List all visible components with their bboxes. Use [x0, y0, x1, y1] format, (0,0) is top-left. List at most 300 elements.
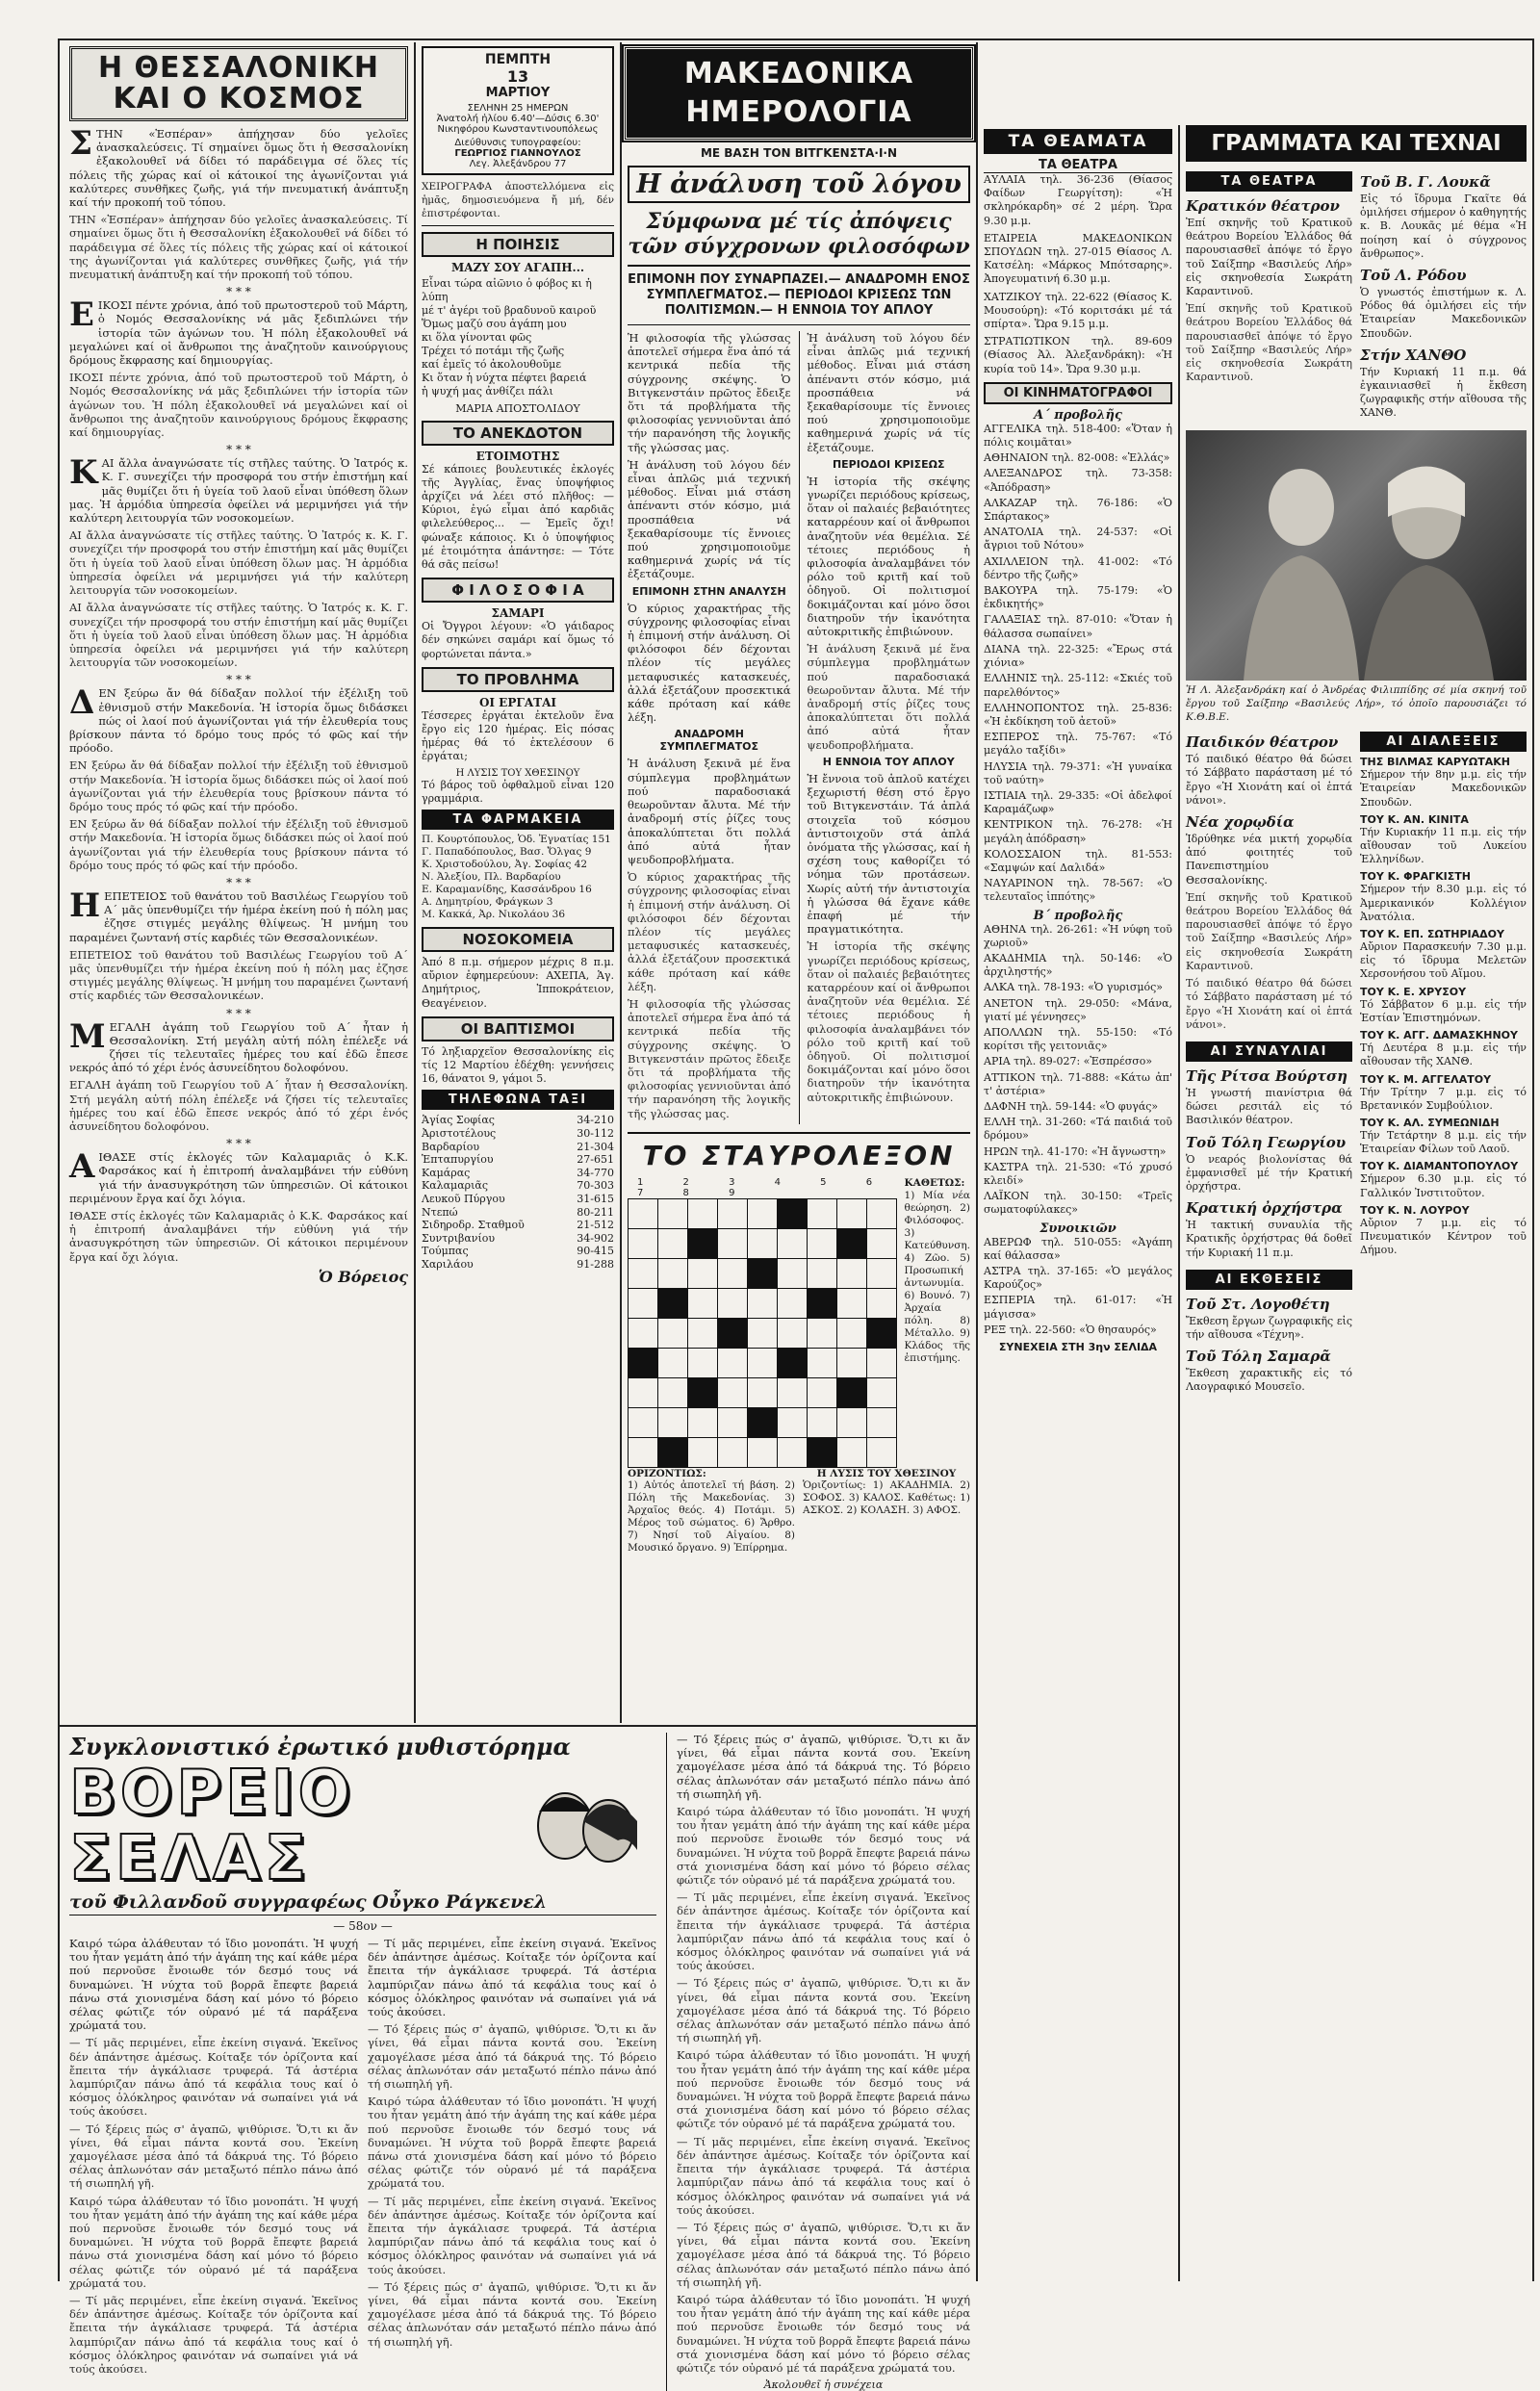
- lecture-text: Σήμερον τήν 8.30 μ.μ. εἰς τό Ἀμερικανικόν Κολλέγιον Ἀνατόλια.: [1360, 883, 1527, 923]
- phone-number: 31-615: [577, 1193, 614, 1206]
- crossword-block-cell: [777, 1348, 807, 1377]
- crossword-cell: [747, 1198, 777, 1228]
- crossword-block-cell: [866, 1318, 896, 1348]
- phone-row: [422, 1127, 614, 1141]
- crossword-row: [629, 1258, 897, 1288]
- crossword-cell: [777, 1288, 807, 1318]
- novel-text: — Τί μᾶς περιμένει, εἶπε ἐκείνη σιγανά. Ἐκεῖνος δέν ἀπάντησε ἀμέσως. Κοίταξε τόν ὁρίζοντα καί ἔπειτα τήν ἀγκάλιασε τρυφερά. Τά ἀστέρια λαμπύριζαν πάνω ἀπό τά κεφάλια τους καί ὁ κόσμος ὁλόκληρος φαινόταν νά σωπαίνει γιά νά τούς ἀκούσει.: [368, 1937, 656, 2019]
- crossword-cell: [836, 1288, 866, 1318]
- phone-row: [422, 1206, 614, 1220]
- deck: ΕΠΙΜΟΝΗ ΠΟΥ ΣΥΝΑΡΠΑΖΕΙ.— ΑΝΑΔΡΟΜΗ ΕΝΟΣ ΣΥΜΠΛΕΓΜΑΤΟΣ.— ΠΕΡΙΟΔΟΙ ΚΡΙΣΕΩΣ ΤΩΝ ΠΟΛΙΤΙΣΜΩΝ.— Η ΕΝΝΟΙΑ ΤΟΥ ΑΠΛΟΥ: [628, 267, 970, 325]
- separator: * * *: [226, 875, 251, 889]
- cinema-list-b: [984, 923, 1172, 1218]
- pharmacy-list: [422, 834, 614, 921]
- phone-name: Τούμπας: [422, 1245, 469, 1258]
- right-border: [1532, 39, 1534, 2281]
- novel-text: — Τί μᾶς περιμένει, εἶπε ἐκείνη σιγανά. Ἐκεῖνος δέν ἀπάντησε ἀμέσως. Κοίταξε τόν ὁρίζοντα καί ἔπειτα τήν ἀγκάλιασε τρυφερά. Τά ἀστέρια λαμπύριζαν πάνω ἀπό τά κεφάλια τους καί ὁ κόσμος ὁλόκληρος φαινόταν νά σωπαίνει γιά νά τούς ἀκούσει.: [69, 2036, 358, 2119]
- crossword-cell: [866, 1437, 896, 1467]
- section-problem: ΤΟ ΠΡΟΒΛΗΜΑ: [422, 667, 614, 692]
- separator: * * *: [226, 1006, 251, 1020]
- lecture-text: Αὔριον Παρασκευήν 7.30 μ.μ. εἰς τό ἴδρυμα Μελετῶν Χερσονήσου τοῦ Αἵμου.: [1360, 940, 1527, 981]
- cinema-item: ΗΛΥΣΙΑ τηλ. 79-371: «Ἡ γυναίκα τοῦ ναύτη»: [984, 759, 1172, 786]
- left-border: [58, 39, 60, 2281]
- crossword-cell: [717, 1407, 747, 1437]
- cinema-item: ΑΓΓΕΛΙΚΑ τηλ. 518-400: «Ὅταν ἡ πόλις κοιμᾶται»: [984, 422, 1172, 450]
- separator: * * *: [226, 1137, 251, 1151]
- across-clues: 1) Αὐτός ἀποτελεῖ τή βάση. 2) Πόλη τῆς Μακεδονίας. 3) Ἀρχαῖος θεός. 4) Ποτάμι. 5) Μέρος τοῦ σώματος. 6) Ἄρθρο. 7) Νησί τοῦ Αἰγαίου. 8) Μουσικό ὄργανο. 9) Ἐπίρρημα.: [628, 1478, 795, 1554]
- feature-subhead: ΠΕΡΙΟΔΟΙ ΚΡΙΣΕΩΣ: [832, 457, 945, 471]
- lecture-item: [1360, 1204, 1527, 1258]
- cinema-item: ΔΑΦΝΗ τηλ. 59-144: «Ὁ φυγάς»: [984, 1099, 1159, 1113]
- crossword-cell: [777, 1258, 807, 1288]
- lecture-item: [1360, 1160, 1527, 1199]
- novel-text: — Τό ξέρεις πώς σ' ἀγαπῶ, ψιθύρισε. Ὅ,τι κι ἄν γίνει, θά εἶμαι πάντα κοντά σου. Ἐκείνη χαμογέλασε μέσα ἀπό τά δάκρυά της. Τό βόρειο σέλας ἀπλωνόταν σάν μεταξωτό πέπλο πάνω ἀπό τή σιωπηλή γῆ.: [69, 2121, 358, 2191]
- crossword-cell: [687, 1318, 717, 1348]
- phone-row: [422, 1258, 614, 1272]
- novel-kicker: Συγκλονιστικό ἐρωτικό μυθιστόρημα: [69, 1733, 572, 1761]
- phone-name: Συντριβανίου: [422, 1231, 496, 1245]
- poem-line: Κι ὅταν ἡ νύχτα πέφτει βαρειά: [422, 371, 587, 384]
- crossword-numbers: 1 2 3 4 5 6 7 8 9: [637, 1176, 891, 1198]
- novel-left-cols: [69, 1937, 656, 2379]
- crossword-cell: [717, 1437, 747, 1467]
- problem-title: ΟΙ ΕΡΓΑΤΑΙ: [478, 695, 557, 709]
- feature-text: Ἡ ἀνάλυση ξεκινᾶ μέ ἕνα σύμπλεγμα προβλημάτων πού παραδοσιακά θεωροῦνταν ἄλυτα. Μέ τήν ἀναδρομή στίς ῥίζες τους ἀποκαλύπτεται ὅτι πολλά ἀπό αὐτά ἦταν ψευδοπροβλήματα.: [807, 642, 970, 752]
- crossword-cell: [807, 1377, 836, 1407]
- cinema-item: ΑΝΑΤΟΛΙΑ τηλ. 24-537: «Οἱ ἄγριοι τοῦ Νότου»: [984, 526, 1172, 553]
- cinema-item: ΙΣΤΙΑΙΑ τηλ. 29-335: «Οἱ ἀδελφοί Καραμάζωφ»: [984, 788, 1172, 816]
- crossword-body: [628, 1177, 970, 1468]
- poem-line: Ὅμως μαζύ σου ἀγάπη μου: [422, 317, 567, 330]
- phone-number: 21-512: [577, 1219, 614, 1232]
- lecture-head: ΤΟΥ Κ. ΑΝ. ΚΙΝΙΤΑ: [1360, 812, 1469, 826]
- crossword-cell: [717, 1258, 747, 1288]
- first-run-head: Α΄ προβολῆς: [1034, 407, 1122, 423]
- article: [69, 124, 408, 282]
- novel-title-row: [69, 1758, 656, 1894]
- across-block: [628, 1468, 795, 1558]
- lecture-item: [1360, 1073, 1527, 1113]
- crossword-cell: [866, 1258, 896, 1288]
- crossword-cell: [866, 1348, 896, 1377]
- poem-line: μέ τ' ἀγέρι τοῦ βραδυνοῦ καιροῦ: [422, 303, 597, 317]
- crossword-block-cell: [747, 1407, 777, 1437]
- crossword-cell: [717, 1228, 747, 1258]
- banner-sub: ΜΕ ΒΑΣΗ ΤΟΝ ΒΙΤΓΚΕΝΣΤΑ·Ι·Ν: [700, 146, 898, 160]
- crossword-cell: [807, 1198, 836, 1228]
- phone-row: [422, 1232, 614, 1246]
- article-text: ΕΠΕΤΕΙΟΣ τοῦ θανάτου τοῦ Βασιλέως Γεωργίου τοῦ Α΄ μᾶς ὑπενθυμίζει τήν ἡμέρα ἐκείνη πού ἡ πόλη μας ἐζησε στιγμές μεγάλης θλίψεως. Ἡ μνήμη του παραμένει ζωντανή στίς καρδιές τῶν Θεσσαλονικέων.: [69, 888, 408, 944]
- crossword-grid: [628, 1198, 897, 1468]
- column-divider: [414, 42, 416, 1723]
- crossword-block-cell: [747, 1258, 777, 1288]
- exhibition-text: Ἔκθεση ἔργων ζωγραφικῆς εἰς τήν αἴθουσα «Τέχνη».: [1186, 1314, 1352, 1341]
- left-column: [69, 46, 408, 1723]
- poem-author: ΜΑΡΙΑ ΑΠΟΣΤΟΛΙΔΟΥ: [455, 401, 580, 415]
- phone-name: Λευκοῦ Πύργου: [422, 1193, 505, 1206]
- children-theatre-head: Παιδικόν θέατρον: [1186, 733, 1339, 752]
- arts-mid-left: [1186, 728, 1352, 1398]
- column-divider: [976, 42, 978, 2281]
- crossword-cell: [777, 1228, 807, 1258]
- crossword-cell: [629, 1407, 658, 1437]
- article: [69, 683, 408, 872]
- phone-row: [422, 1193, 614, 1206]
- cinema-item: ΛΑΪΚΟΝ τηλ. 30-150: «Τρεῖς σωματοφύλακες»: [984, 1190, 1172, 1217]
- feature-text: Ἡ ἱστορία τῆς σκέψης γνωρίζει περιόδους κρίσεως, ὅταν οἱ παλαιές βεβαιότητες καταρρέουν καί οἱ ἄνθρωποι ἀναζητοῦν νέα θεμέλια. Σέ τέτοιες περιόδους ἡ φιλοσοφία ἀναλαμβάνει τόν ρόλο τοῦ κριτῆ καί τοῦ ὁδηγοῦ. Οἱ πολιτισμοί δοκιμάζονται καί μόνο ὅσοι διατηροῦν τήν ἱκανότητα αὐτοκριτικῆς ἐπιβιώνουν.: [807, 474, 970, 639]
- crossword-cell: [629, 1288, 658, 1318]
- entertainment-column: [984, 125, 1172, 2281]
- novel-text: Καιρό τώρα ἀλάθευταν τό ἴδιο μονοπάτι. Ἡ ψυχή του ἦταν γεμάτη ἀπό τήν ἀγάπη της καί κάθε μέρα πού περνοῦσε ἔνοιωθε τόν δεσμό τους νά δυναμώνει. Ἡ νύχτα τοῦ βορρᾶ ἔπεφτε βαρειά πάνω στά χιονισμένα δάση καί μόνο τό βόρειο σέλας φώτιζε τόν οὐρανό μέ τά παράξενα χρώματά του.: [677, 2048, 971, 2131]
- lecture-head: ΤΟΥ Κ. Ν. ΛΟΥΡΟΥ: [1360, 1203, 1470, 1217]
- lecture-head: ΤΟΥ Κ. ΔΙΑΜΑΝΤΟΠΟΥΛΟΥ: [1360, 1160, 1519, 1173]
- article-text-cont: ΕΠΕΤΕΙΟΣ τοῦ θανάτου τοῦ Βασιλέως Γεωργίου τοῦ Α΄ μᾶς ὑπενθυμίζει τήν ἡμέρα ἐκείνη πού ἡ πόλη μας ἐζησε στιγμές μεγάλης θλίψεως. Ἡ μνήμη του παραμένει ζωντανή στίς καρδιές τῶν Θεσσαλονικέων.: [69, 947, 408, 1003]
- gathering-head: Τῆς Ρίτσα Βούρτση: [1186, 1067, 1348, 1085]
- feature-text: Ἡ φιλοσοφία τῆς γλώσσας ἀποτελεῖ σήμερα ἕνα ἀπό τά κεντρικά πεδία τῆς σύγχρονης σκέψης. Ὁ Βιτγκενστάιν πρῶτος ἔδειξε ὅτι τά προβλήματα τῆς φιλοσοφίας γεννιοῦνται ἀπό τήν παρανόηση τῆς λογικῆς τῆς γλώσσας μας.: [628, 996, 791, 1120]
- cinema-item: ΑΒΕΡΩΦ τηλ. 510-055: «Ἀγάπη καί θάλασσα»: [984, 1235, 1172, 1262]
- phone-number: 27-651: [577, 1153, 614, 1167]
- poem-line: κι ὅλα γίνονται φῶς: [422, 330, 532, 344]
- crossword-cell: [836, 1318, 866, 1348]
- phone-name: Ἀριστοτέλους: [422, 1127, 497, 1141]
- lecture-text: Σήμερον τήν 8ην μ.μ. εἰς τήν Ἑταιρείαν Μακεδονικῶν Σπουδῶν.: [1360, 768, 1527, 809]
- crossword-block-cell: [807, 1437, 836, 1467]
- cinema-item: ΝΑΥΑΡΙΝΟΝ τηλ. 78-567: «Ὁ τελευταῖος ἱππότης»: [984, 877, 1172, 904]
- separator: * * *: [226, 285, 251, 299]
- novel-col: [69, 1937, 358, 2379]
- arts-mid: [1186, 728, 1527, 1398]
- pharmacy-item: Ν. Ἀλεξίου, Πλ. Βαρδαρίου: [422, 871, 561, 884]
- article: [69, 1016, 408, 1134]
- arts-column: [1186, 125, 1527, 2281]
- poem-line: ἡ ψυχή μας ἀνθίζει πάλι: [422, 384, 553, 398]
- lecture-head: ΤΟΥ Κ. ΕΠ. ΣΩΤΗΡΙΑΔΟΥ: [1360, 928, 1504, 941]
- cinema-item: ΕΛΛΗΝΙΣ τηλ. 25-112: «Σκιές τοῦ παρελθόντος»: [984, 672, 1172, 699]
- lecture-head: ΤΟΥ Κ. Μ. ΑΓΓΕΛΑΤΟΥ: [1360, 1072, 1492, 1086]
- crossword-row: [629, 1377, 897, 1407]
- novel-section: [69, 1733, 971, 2391]
- arts-mid-right: [1360, 728, 1527, 1398]
- crossword-cell: [657, 1198, 687, 1228]
- crossword-cell: [657, 1377, 687, 1407]
- cinema-item: ΑΡΙΑ τηλ. 89-027: «Ἐσπρέσσο»: [984, 1055, 1153, 1068]
- lecture-text: Τή Δευτέρα 8 μ.μ. εἰς τήν αἴθουσαν τῆς ΧΑΝΘ.: [1360, 1041, 1527, 1068]
- rodou-text: Ὁ γνωστός ἐπιστήμων κ. Λ. Ρόδος θά ὁμιλήσει εἰς τήν Ἑταιρείαν Μακεδονικῶν Σπουδῶν.: [1360, 286, 1527, 340]
- features-column: [422, 46, 614, 1723]
- crossword-solution: Ὁριζοντίως: 1) ΑΚΑΔΗΜΙΑ. 2) ΣΟΦΟΣ. 3) ΚΑΛΟΣ. Καθέτως: 1) ΑΣΚΟΣ. 2) ΚΟΛΑΣΗ. 3) ΑΦΟΣ.: [803, 1478, 970, 1516]
- theatre-item: ΧΑΤΖΙΚΟΥ τηλ. 22-622 (Θίασος Κ. Μουσούρη): «Τό κοριτσάκι μέ τά σπίρτα». Ὥρα 9.15 μ.μ.: [984, 290, 1172, 331]
- article-text-cont: ΕΝ ξεύρω ἄν θά δίδαξαν πολλοί τήν ἐξέλιξη τοῦ ἐθνισμοῦ στήν Μακεδονία. Ἡ ἱστορία ὅμως διδάσκει πώς οἱ λαοί πού ἀγωνίζονται γιά τήν ἐλευθερία τους βρίσκουν πάντα τό δρόμο τους πρός τό φῶς καί τήν πρόοδο.: [69, 817, 408, 872]
- phone-row: [422, 1179, 614, 1193]
- article: [69, 886, 408, 1003]
- arts-theatre-bar: ΤΑ ΘΕΑΤΡΑ: [1186, 171, 1352, 192]
- lecture-head: ΤΟΥ Κ. ΑΛ. ΣΥΜΕΩΝΙΔΗ: [1360, 1116, 1500, 1129]
- pharmacy-item: Α. Δημητρίου, Φράγκων 3: [422, 896, 553, 909]
- problem-solution: Τό βάρος τοῦ ὀφθαλμοῦ εἶναι 120 γραμμάρια.: [422, 778, 614, 805]
- crossword-cell: [717, 1377, 747, 1407]
- crossword-cell: [717, 1348, 747, 1377]
- feature-text: Ἡ ἀνάλυση ξεκινᾶ μέ ἕνα σύμπλεγμα προβλημάτων πού παραδοσιακά θεωροῦνταν ἄλυτα. Μέ τήν ἀναδρομή στίς ῥίζες τους ἀποκαλύπτεται ὅτι πολλά ἀπό αὐτά ἦταν ψευδοπροβλήματα.: [628, 757, 791, 866]
- lecture-text: Τό Σάββατον 6 μ.μ. εἰς τήν Ἑστίαν Ἐπιστημόνων.: [1360, 997, 1527, 1024]
- cinema-item: ΕΣΠΕΡΙΑ τηλ. 61-017: «Ἡ μάγισσα»: [984, 1294, 1172, 1321]
- novel-text: Καιρό τώρα ἀλάθευταν τό ἴδιο μονοπάτι. Ἡ ψυχή του ἦταν γεμάτη ἀπό τήν ἀγάπη της καί κάθε μέρα πού περνοῦσε ἔνοιωθε τόν δεσμό τους νά δυναμώνει. Ἡ νύχτα τοῦ βορρᾶ ἔπεφτε βαρειά πάνω στά χιονισμένα δάση καί μόνο τό βόρειο σέλας φώτιζε τόν οὐρανό μέ τά παράξενα χρώματά του.: [677, 1805, 971, 1888]
- lecture-item: [1360, 756, 1527, 810]
- dropcap: Μ: [69, 1016, 106, 1056]
- novel-col: [368, 1937, 656, 2379]
- feature-text: Ἡ ἱστορία τῆς σκέψης γνωρίζει περιόδους κρίσεως, ὅταν οἱ παλαιές βεβαιότητες καταρρέουν καί οἱ ἄνθρωποι ἀναζητοῦν νέα θεμέλια. Σέ τέτοιες περιόδους ἡ φιλοσοφία ἀναλαμβάνει τόν ρόλο τοῦ κριτῆ καί τοῦ ὁδηγοῦ. Οἱ πολιτισμοί δοκιμάζονται καί μόνο ὅσοι διατηροῦν τήν ἱκανότητα αὐτοκριτικῆς ἐπιβιώνουν.: [807, 939, 970, 1104]
- top-border: [58, 39, 1534, 40]
- second-run-head: Β΄ προβολῆς: [1033, 908, 1123, 923]
- crossword-block-cell: [629, 1348, 658, 1377]
- separator: * * *: [226, 443, 251, 457]
- phone-number: 34-210: [577, 1114, 614, 1127]
- crossword-cell: [657, 1407, 687, 1437]
- cinema-item: ΑΛΕΞΑΝΔΡΟΣ τηλ. 73-358: «Ἀπόδραση»: [984, 467, 1172, 494]
- article: [69, 298, 408, 439]
- article-text: ΕΝ ξεύρω ἄν θά δίδαξαν πολλοί τήν ἐξέλιξη τοῦ ἐθνισμοῦ στήν Μακεδονία. Ἡ ἱστορία ὅμως διδάσκει πώς οἱ λαοί πού ἀγωνίζονται γιά τήν ἐλευθερία τους βρίσκουν πάντα τό δρόμο τους πρός τό φῶς καί τήν πρόοδο.: [69, 686, 408, 756]
- crossword-cell: [777, 1318, 807, 1348]
- column-masthead: Η ΘΕΣΣΑΛΟΝΙΚΗ ΚΑΙ Ο ΚΟΣΜΟΣ: [69, 46, 408, 121]
- arts-text: Ἐπί σκηνῆς τοῦ Κρατικοῦ θεάτρου Βορείου Ἑλλάδος θά παρουσιασθεῖ ἀπόψε τό ἔργο τοῦ Σαίξπηρ «Βασιλεύς Λήρ» εἰς σκηνοθεσία Σωκράτη Καραντινοῦ.: [1186, 890, 1352, 972]
- cinema-item: ΕΣΠΕΡΟΣ τηλ. 75-767: «Τό μεγάλο ταξίδι»: [984, 731, 1172, 758]
- separator: * * *: [226, 673, 251, 687]
- novel-top-rule: [60, 1725, 976, 1727]
- hospitals-text: Ἀπό 8 π.μ. σήμερον μέχρις 8 π.μ. αὔριον ἐφημερεύουν: ΑΧΕΠΑ, Ἁγ. Δημήτριος, Ἱπποκράτειον, Θεαγένειον.: [422, 956, 614, 1010]
- subhead: Σύμφωνα μέ τίς ἀπόψεις τῶν σύγχρονων φιλοσόφων: [628, 203, 970, 267]
- feature-text: Ἡ ἔννοια τοῦ ἁπλοῦ κατέχει ξεχωριστή θέση στό ἔργο τοῦ Βιτγκενστάιν. Τά ἁπλά στοιχεῖα τοῦ κόσμου ἀντιστοιχοῦν στά ἁπλά ὀνόματα τῆς γλώσσας, καί ἡ σχέση τους καθορίζει τό νόημα τῶν προτάσεων. Χωρίς αὐτή τήν ἀντιστοιχία ἡ γλώσσα θά ἔχανε κάθε ἐπαφή μέ τήν πραγματικότητα.: [807, 771, 970, 937]
- crossword-block-cell: [657, 1437, 687, 1467]
- feature-col-2: [808, 331, 971, 1124]
- theatre-list: [984, 173, 1172, 376]
- crossword-cell: [747, 1437, 777, 1467]
- crossword-cell: [866, 1198, 896, 1228]
- lectures-bar: ΑΙ ΔΙΑΛΕΞΕΙΣ: [1360, 732, 1527, 752]
- lecture-head: ΤΟΥ Κ. ΑΓΓ. ΔΑΜΑΣΚΗΝΟΥ: [1360, 1029, 1518, 1042]
- crossword-cell: [807, 1318, 836, 1348]
- manuscripts-note: ΧΕΙΡΟΓΡΑΦΑ ἀποστελλόμενα εἰς ἡμᾶς, δημοσιευόμενα ἤ μή, δέν ἐπιστρέφονται.: [422, 180, 614, 226]
- column-divider: [620, 42, 622, 1723]
- date: 13: [506, 67, 529, 86]
- crossword-cell: [687, 1258, 717, 1288]
- cinema-item: ΚΕΝΤΡΙΚΟΝ τηλ. 76-278: «Ἡ μεγάλη ἀπόδραση»: [984, 818, 1172, 845]
- crossword-cell: [687, 1288, 717, 1318]
- novel-text: — Τό ξέρεις πώς σ' ἀγαπῶ, ψιθύρισε. Ὅ,τι κι ἄν γίνει, θά εἶμαι πάντα κοντά σου. Ἐκείνη χαμογέλασε μέσα ἀπό τά δάκρυά της. Τό βόρειο σέλας ἀπλωνόταν σάν μεταξωτό πέπλο πάνω ἀπό τή σιωπηλή γῆ.: [368, 2279, 656, 2349]
- state-theatre-text: Ἐπί σκηνῆς τοῦ Κρατικοῦ θεάτρου Βορείου Ἑλλάδος θά παρουσιασθεῖ ἀπόψε τό ἔργο τοῦ Σαίξπηρ «Βασιλεύς Λήρ» εἰς σκηνοθεσία Σωκράτη Καραντινοῦ.: [1186, 217, 1352, 298]
- lecture-item: [1360, 870, 1527, 924]
- phone-row: [422, 1245, 614, 1258]
- gatherings-bar: ΑΙ ΣΥΝΑΥΛΙΑΙ: [1186, 1041, 1352, 1062]
- crossword-block-cell: [836, 1228, 866, 1258]
- lecture-text: Αὔριον 7 μ.μ. εἰς τό Πνευματικόν Κέντρον τοῦ Δήμου.: [1360, 1216, 1527, 1257]
- arts-top-right: [1360, 167, 1527, 424]
- moon: ΣΕΛΗΝΗ 25 ΗΜΕΡΩΝ: [467, 103, 569, 114]
- phone-name: Καμάρας: [422, 1166, 471, 1179]
- lecture-head: ΤΗΣ ΒΙΛΜΑΣ ΚΑΡΥΩΤΑΚΗ: [1360, 756, 1511, 769]
- state-theatre-head: Κρατικόν θέατρον: [1186, 197, 1340, 215]
- phone-number: 91-288: [577, 1258, 614, 1272]
- down-label: ΚΑΘΕΤΩΣ:: [904, 1176, 965, 1189]
- phone-name: Καλαμαριᾶς: [422, 1179, 488, 1193]
- gathering-text: Ἡ γνωστή πιανίστρια θά δώσει ρεσιτάλ εἰς τό Βασιλικόν θέατρον.: [1186, 1086, 1352, 1127]
- headline: Η ἀνάλυση τοῦ λόγου: [628, 166, 970, 203]
- feature-text: Ὁ κύριος χαρακτήρας τῆς σύγχρονης φιλοσοφίας εἶναι ἡ ἐπιμονή στήν ἀνάλυση. Οἱ φιλόσοφοι δέν δέχονται πλέον τίς μεγάλες μεταφυσικές κατασκευές, ἀλλά ἐξετάζουν προσεκτικά κάθε πρόταση καί κάθε λέξη.: [628, 601, 791, 725]
- theatre-photo: [1186, 430, 1527, 681]
- theatre-item: ΑΥΛΑΙΑ τηλ. 36-236 (Θίασος Φαίδων Γεωργίτση): «Ἡ σκληρόκαρδη» σέ 2 μέρη. Ὥρα 9.30 μ.μ.: [984, 173, 1172, 227]
- crossword-block-cell: [657, 1288, 687, 1318]
- crossword-row: [629, 1288, 897, 1318]
- cinema-item: ΑΧΙΛΛΕΙΟΝ τηλ. 41-002: «Τό δέντρο τῆς ζωῆς»: [984, 554, 1172, 581]
- crossword-row: [629, 1407, 897, 1437]
- address-label: Διεύθυνσις τυπογραφείου:: [454, 138, 581, 148]
- lecture-item: [1360, 928, 1527, 982]
- crossword-cell: [836, 1348, 866, 1377]
- phone-number: 21-304: [577, 1140, 614, 1153]
- crossword-grid-wrap: [628, 1177, 897, 1468]
- crossword-title: ΤΟ ΣΤΑΥΡΟΛΕΞΟΝ: [642, 1139, 956, 1171]
- novel-title: ΒΟΡΕΙΟ ΣΕΛΑΣ: [69, 1758, 355, 1894]
- crossword-cell: [836, 1198, 866, 1228]
- phone-name: Ντεπώ: [422, 1205, 458, 1219]
- crossword-footer: [628, 1468, 970, 1558]
- crossword-cell: [866, 1407, 896, 1437]
- article-text: ΤΗΝ «Ἑσπέραν» ἀπήχησαν δύο γελοῖες ἀνασκαλεύσεις. Τί σημαίνει ὅμως ὅτι ἡ Θεσσαλονίκη ἐξακολουθεῖ νά δίδει τό παράδειγμα σέ ὅλες τίς πόλεις τῆς χώρας καί οἱ κάτοικοί της ἀγωνίζονται γιά καλύτερες συνθῆκες ζωῆς, γιά τήν πνευματική ἀνάπτυξη καί τήν προκοπή τοῦ τόπου.: [69, 127, 408, 210]
- crossword-row: [629, 1437, 897, 1467]
- cinema-item: ΓΑΛΑΞΙΑΣ τηλ. 87-010: «Ὅταν ἡ θάλασσα σωπαίνει»: [984, 613, 1172, 640]
- signature: Ὁ Βόρειος: [318, 1267, 408, 1286]
- poem-lines: [422, 277, 614, 398]
- novel-episode: — 58ον —: [333, 1919, 393, 1933]
- cinema-item: ΑΘΗΝΑΙΟΝ τηλ. 82-008: «Ἑλλάς»: [984, 451, 1170, 465]
- crossword-cell: [836, 1258, 866, 1288]
- section-anecdote: ΤΟ ΑΝΕΚΔΟΤΟΝ: [422, 421, 614, 446]
- state-theatre-text: Ἐπί σκηνῆς τοῦ Κρατικοῦ θεάτρου Βορείου Ἑλλάδος θά παρουσιασθεῖ ἀπόψε τό ἔργο τοῦ Σαίξπηρ «Βασιλεύς Λήρ» εἰς σκηνοθεσία Σωκράτη Καραντινοῦ.: [1186, 302, 1352, 384]
- cinema-item: ΡΕΞ τηλ. 22-560: «Ὁ θησαυρός»: [984, 1323, 1157, 1336]
- children-theatre-text: Τό παιδικό θέατρο θά δώσει τό Σάββατο παράσταση μέ τό ἔργο «Ἡ Χιονάτη καί οἱ ἑπτά νάνοι».: [1186, 753, 1352, 807]
- street: Λεγ. Ἀλεξάνδρου 77: [469, 159, 567, 169]
- crossword-cell: [657, 1228, 687, 1258]
- novel-text: — Τί μᾶς περιμένει, εἶπε ἐκείνη σιγανά. Ἐκεῖνος δέν ἀπάντησε ἀμέσως. Κοίταξε τόν ὁρίζοντα καί ἔπειτα τήν ἀγκάλιασε τρυφερά. Τά ἀστέρια λαμπύριζαν πάνω ἀπό τά κεφάλια τους καί ὁ κόσμος ὁλόκληρος φαινόταν νά σωπαίνει γιά νά τούς ἀκούσει.: [677, 1890, 970, 1973]
- left-articles: [69, 124, 408, 1286]
- cinema-item: ΚΟΛΟΣΣΑΙΟΝ τηλ. 81-553: «Σαμψών καί Δαλιδά»: [984, 847, 1172, 874]
- feature-text: Ἡ φιλοσοφία τῆς γλώσσας ἀποτελεῖ σήμερα ἕνα ἀπό τά κεντρικά πεδία τῆς σύγχρονης σκέψης. Ὁ Βιτγκενστάιν πρῶτος ἔδειξε ὅτι τά προβλήματα τῆς φιλοσοφίας γεννιοῦνται ἀπό τήν παρανόηση τῆς λογικῆς τῆς γλώσσας μας.: [628, 331, 791, 454]
- feature-subhead: Η ΕΝΝΟΙΑ ΤΟΥ ΑΠΛΟΥ: [822, 755, 955, 768]
- goethe-text: Εἰς τό ἴδρυμα Γκαῖτε θά ὁμιλήσει σήμερον ὁ καθηγητής κ. Β. Λουκᾶς μέ θέμα «Ἡ ποίηση καί ὁ σύγχρονος ἄνθρωπος».: [1360, 193, 1527, 260]
- crossword-block-cell: [807, 1288, 836, 1318]
- phone-name: Ἁγίας Σοφίας: [422, 1114, 495, 1127]
- cinema-item: ΕΛΛΗΝΟΠΟΝΤΟΣ τηλ. 25-836: «Ἡ ἐκδίκηση τοῦ ἀετοῦ»: [984, 701, 1172, 728]
- crossword-cell: [657, 1348, 687, 1377]
- feature-col-1: [628, 331, 791, 1124]
- cinemas-head: ΟΙ ΚΙΝΗΜΑΤΟΓΡΑΦΟΙ: [984, 382, 1172, 404]
- novel-text: — Τό ξέρεις πώς σ' ἀγαπῶ, ψιθύρισε. Ὅ,τι κι ἄν γίνει, θά εἶμαι πάντα κοντά σου. Ἐκείνη χαμογέλασε μέσα ἀπό τά δάκρυά της. Τό βόρειο σέλας ἀπλωνόταν σάν μεταξωτό πέπλο πάνω ἀπό τή σιωπηλή γῆ.: [677, 1976, 970, 2045]
- crossword-cell: [807, 1348, 836, 1377]
- cinema-item: ΔΙΑΝΑ τηλ. 22-325: «Ἔρως στά χιόνια»: [984, 642, 1172, 670]
- phone-row: [422, 1153, 614, 1167]
- lecture-head: ΤΟΥ Κ. ΦΡΑΓΚΙΣΤΗ: [1360, 870, 1471, 884]
- arts-top: [1186, 167, 1527, 424]
- section-births: ΟΙ ΒΑΠΤΙΣΜΟΙ: [422, 1016, 614, 1041]
- crossword-cell: [747, 1348, 777, 1377]
- phone-number: 34-902: [577, 1231, 614, 1245]
- crossword-cell: [866, 1288, 896, 1318]
- cinema-item: ΑΚΑΔΗΜΙΑ τηλ. 50-146: «Ὁ ἀρχιληστής»: [984, 951, 1172, 979]
- arts-top-left: [1186, 167, 1352, 424]
- date-box: [422, 46, 614, 175]
- problem-text: Τέσσερες ἐργάται ἐκτελοῦν ἕνα ἔργο εἰς 120 ἡμέρας. Εἰς πόσας ἡμέρας θά τό ἐκτελέσουν 6 ἐργάται;: [422, 708, 614, 763]
- arts-text: Τό παιδικό θέατρο θά δώσει τό Σάββατο παράσταση μέ τό ἔργο «Ἡ Χιονάτη καί οἱ ἑπτά νάνοι».: [1186, 977, 1352, 1031]
- crossword-section: [628, 1132, 970, 1558]
- arts-masthead: ΓΡΑΜΜΑΤΑ ΚΑΙ ΤΕΧΝΑΙ: [1186, 125, 1527, 162]
- crossword-cell: [836, 1407, 866, 1437]
- photo-caption: Ἡ Λ. Ἀλεξανδράκη καί ὁ Ἀνδρέας Φιλιππίδης σέ μία σκηνή τοῦ ἔργου τοῦ Σαίξπηρ «Βασιλεύς Λήρ», τό ὁποῖο παρουσιάζει τό Κ.Θ.Β.Ε.: [1186, 683, 1527, 724]
- crossword-cell: [807, 1407, 836, 1437]
- article-text-cont: ΑΙ ἄλλα ἀναγνώσατε τίς στῆλες ταύτης. Ὁ Ἰατρός κ. Κ. Γ. συνεχίζει τήν προσφορά του στήν ἐπιστήμη καί μᾶς θυμίζει ὅτι ἡ ὑγεία τοῦ λαοῦ εἶναι ὑπόθεση ὅλων μας. Ἡ ἀρμόδια ὑπηρεσία ὀφείλει νά μεριμνήσει γιά τήν καλύτερη λειτουργία τῶν νοσοκομείων.: [69, 528, 408, 598]
- phone-row: [422, 1219, 614, 1232]
- feature-subhead: ΕΠΙΜΟΝΗ ΣΤΗΝ ΑΝΑΛΥΣΗ: [631, 584, 786, 598]
- cinema-item: ΑΛΚΑΖΑΡ τηλ. 76-186: «Ὁ Σπάρτακος»: [984, 496, 1172, 524]
- feature-divider: [799, 331, 800, 1124]
- phone-name: Σιδηροδρ. Σταθμοῦ: [422, 1219, 525, 1232]
- crossword-cell: [777, 1407, 807, 1437]
- dropcap: Ε: [69, 296, 94, 335]
- phone-row: [422, 1114, 614, 1127]
- pharmacy-item: Γ. Παπαδόπουλος, Βασ. Ὄλγας 9: [422, 846, 592, 859]
- phone-name: Βαρδαρίου: [422, 1140, 480, 1153]
- lecture-item: [1360, 986, 1527, 1025]
- cinema-item: ΑΣΤΡΑ τηλ. 37-165: «Ὁ μεγάλος Καρούζος»: [984, 1265, 1172, 1292]
- saint: Νικηφόρου Κωνσταντινουπόλεως: [437, 124, 599, 135]
- anecdote-title: ΕΤΟΙΜΟΤΗΣ: [475, 449, 560, 463]
- cinema-item: ΕΛΛΗ τηλ. 31-260: «Τά παιδιά τοῦ δρόμου»: [984, 1116, 1172, 1143]
- article-text-cont: ΙΚΟΣΙ πέντε χρόνια, ἀπό τοῦ πρωτοστεροῦ τοῦ Μάρτη, ὁ Νομός Θεσσαλονίκης νά μᾶς ξεδιπλώνει τήν ἱστορία τῶν ἀγώνων του. Ἡ πόλη ἐξακολουθεῖ νά μεγαλώνει καί οἱ ἄνθρωποι της ἀναζητοῦν καινούργιους δρόμους ἔκφρασης καί δημιουργίας.: [69, 371, 408, 440]
- section-philosophy: Φ Ι Λ Ο Σ Ο Φ Ι Α: [422, 578, 614, 603]
- crossword-cell: [687, 1348, 717, 1377]
- article: [69, 1147, 408, 1264]
- novel-text: Καιρό τώρα ἀλάθευταν τό ἴδιο μονοπάτι. Ἡ ψυχή του ἦταν γεμάτη ἀπό τήν ἀγάπη της καί κάθε μέρα πού περνοῦσε ἔνοιωθε τόν δεσμό τους νά δυναμώνει. Ἡ νύχτα τοῦ βορρᾶ ἔπεφτε βαρειά πάνω στά χιονισμένα δάση καί μόνο τό βόρειο σέλας φώτιζε τόν οὐρανό μέ τά παράξενα χρώματά του.: [69, 1937, 358, 2033]
- poem-line: καί ἐμεῖς τό ἀκολουθοῦμε: [422, 357, 562, 371]
- anecdote-text: Σέ κάποιες βουλευτικές ἐκλογές τῆς Ἀγγλίας, ἕνας ὑποψήφιος ἀρχίζει νά λέει στό πλῆθος: — Κύριοι, ἐγώ εἶμαι ἀπό καρδιᾶς φιλελεύθερος... — Ἐμεῖς ὄχι! φώναξε κάποιος. Κι ὁ ὑποψήφιος μέ ἑτοιμότητα ἀπάντησε: — Τότε θά σᾶς πείσω!: [422, 462, 614, 572]
- pharmacy-item: Ε. Καραμανίδης, Κασσάνδρου 16: [422, 884, 592, 896]
- crossword-cell: [836, 1437, 866, 1467]
- phone-name: Χαριλάου: [422, 1258, 474, 1272]
- phone-number: 70-303: [577, 1179, 614, 1193]
- section-pharmacies: ΤΑ ΦΑΡΜΑΚΕΙΑ: [422, 810, 614, 830]
- dropcap: Κ: [69, 453, 98, 493]
- novel-text: — Τό ξέρεις πώς σ' ἀγαπῶ, ψιθύρισε. Ὅ,τι κι ἄν γίνει, θά εἶμαι πάντα κοντά σου. Ἐκείνη χαμογέλασε μέσα ἀπό τά δάκρυά της. Τό βόρειο σέλας ἀπλωνόταν σάν μεταξωτό πέπλο πάνω ἀπό τή σιωπηλή γῆ.: [677, 2220, 970, 2289]
- cinema-item: ΚΑΣΤΡΑ τηλ. 21-530: «Τό χρυσό κλειδί»: [984, 1160, 1172, 1187]
- exhibition-text: Ἔκθεση χαρακτικῆς εἰς τό Λαογραφικό Μουσεῖο.: [1186, 1367, 1352, 1394]
- phone-number: 30-112: [577, 1127, 614, 1141]
- feature-subhead: ΑΝΑΔΡΟΜΗ ΣΥΜΠΛΕΓΜΑΤΟΣ: [659, 728, 758, 754]
- novel-text: Καιρό τώρα ἀλάθευταν τό ἴδιο μονοπάτι. Ἡ ψυχή του ἦταν γεμάτη ἀπό τήν ἀγάπη της καί κάθε μέρα πού περνοῦσε ἔνοιωθε τόν δεσμό τους νά δυναμώνει. Ἡ νύχτα τοῦ βορρᾶ ἔπεφτε βαρειά πάνω στά χιονισμένα δάση καί μόνο τό βόρειο σέλας φώτιζε τόν οὐρανό μέ τά παράξενα χρώματά του.: [69, 2194, 358, 2290]
- phone-row: [422, 1141, 614, 1154]
- novel-body: [69, 1733, 970, 2391]
- crossword-cell: [629, 1318, 658, 1348]
- novel-left: [69, 1733, 656, 2391]
- crossword-row: [629, 1228, 897, 1258]
- lecture-text: Τήν Τρίτην 7 μ.μ. εἰς τό Βρετανικόν Συμβούλιον.: [1360, 1085, 1527, 1112]
- photo-figures-icon: [1186, 430, 1527, 681]
- novel-text: — Τί μᾶς περιμένει, εἶπε ἐκείνη σιγανά. Ἐκεῖνος δέν ἀπάντησε ἀμέσως. Κοίταξε τόν ὁρίζοντα καί ἔπειτα τήν ἀγκάλιασε τρυφερά. Τά ἀστέρια λαμπύριζαν πάνω ἀπό τά κεφάλια τους καί ὁ κόσμος ὁλόκληρος φαινόταν νά σωπαίνει γιά νά τούς ἀκούσει.: [677, 2134, 970, 2217]
- crossword-cell: [687, 1407, 717, 1437]
- dropcap: Η: [69, 886, 101, 925]
- crossword-cell: [629, 1258, 658, 1288]
- crossword-cell: [807, 1258, 836, 1288]
- novel-text: — Τί μᾶς περιμένει, εἶπε ἐκείνη σιγανά. Ἐκεῖνος δέν ἀπάντησε ἀμέσως. Κοίταξε τόν ὁρίζοντα καί ἔπειτα τήν ἀγκάλιασε τρυφερά. Τά ἀστέρια λαμπύριζαν πάνω ἀπό τά κεφάλια τους καί ὁ κόσμος ὁλόκληρος φαινόταν νά σωπαίνει γιά νά τούς ἀκούσει.: [69, 2294, 358, 2377]
- publisher: ΓΕΩΡΓΙΟΣ ΓΙΑΝΝΟΥΛΟΣ: [454, 148, 581, 159]
- novel-text: — Τό ξέρεις πώς σ' ἀγαπῶ, ψιθύρισε. Ὅ,τι κι ἄν γίνει, θά εἶμαι πάντα κοντά σου. Ἐκείνη χαμογέλασε μέσα ἀπό τά δάκρυά της. Τό βόρειο σέλας ἀπλωνόταν σάν μεταξωτό πέπλο πάνω ἀπό τή σιωπηλή γῆ.: [677, 1733, 970, 1801]
- across-label: ΟΡΙΖΟΝΤΙΩΣ:: [628, 1467, 706, 1479]
